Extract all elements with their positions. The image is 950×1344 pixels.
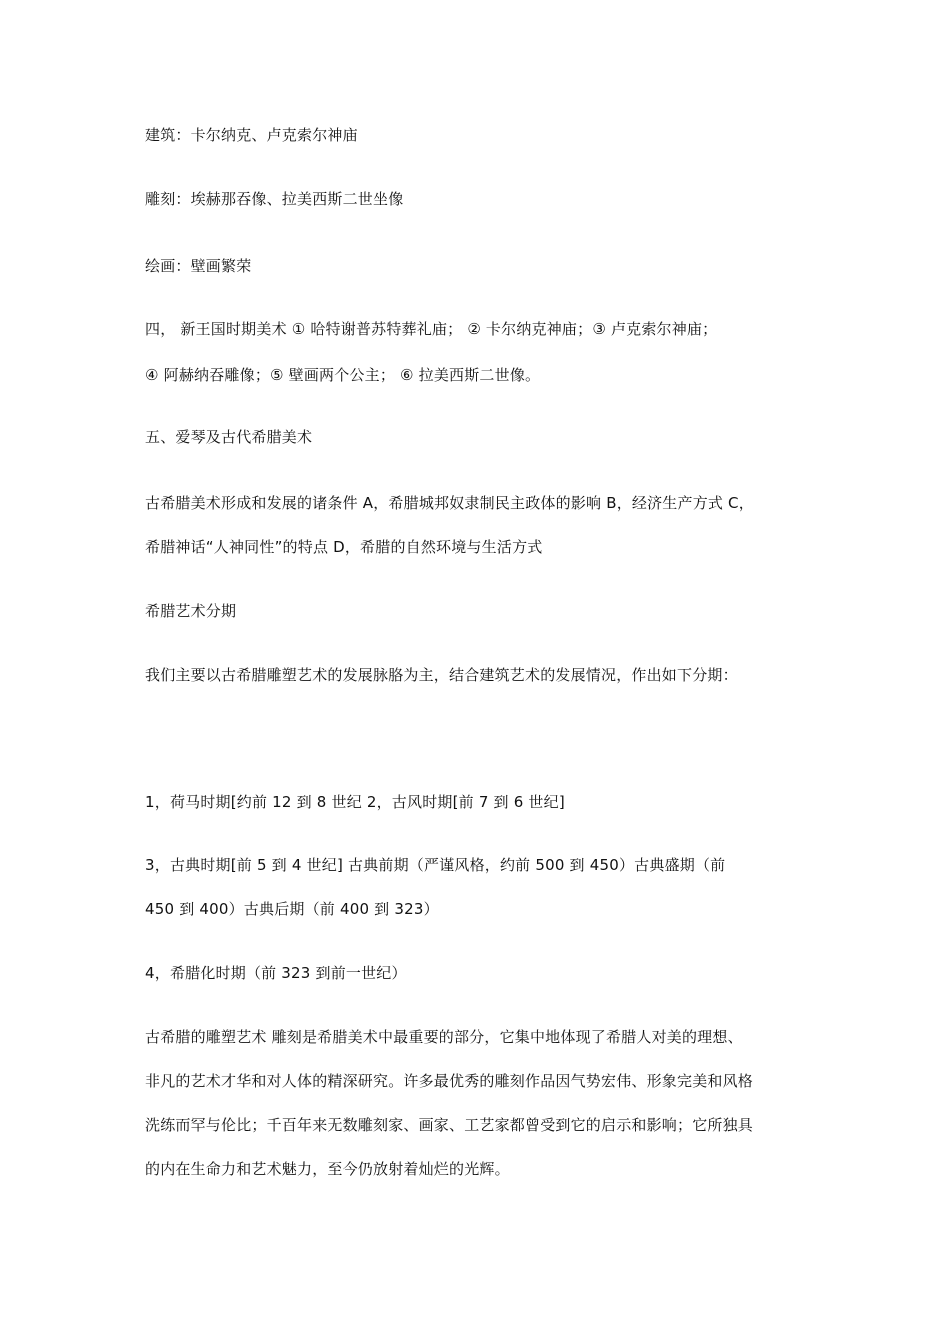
text-line-period-3-cont: 450 到 400）古典后期（前 400 到 323）: [145, 900, 439, 918]
text-line-periods-intro: 我们主要以古希腊雕塑艺术的发展脉胳为主，结合建筑艺术的发展情况，作出如下分期：: [145, 666, 738, 684]
text-line-new-kingdom: 四， 新王国时期美术 ① 哈特谢普苏特葬礼庙； ② 卡尔纳克神庙；③ 卢克索尔神庙；: [145, 320, 718, 338]
text-line-conditions: 古希腊美术形成和发展的诸条件 A，希腊城邦奴隶制民主政体的影响 B，经济生产方式 C，: [145, 494, 754, 512]
text-line-period-3: 3，古典时期[前 5 到 4 世纪] 古典前期（严谨风格，约前 500 到 450）古典盛期（前: [145, 856, 726, 874]
text-line-sculpture-art-2: 非凡的艺术才华和对人体的精深研究。许多最优秀的雕刻作品因气势宏伟、形象完美和风格: [145, 1072, 754, 1090]
text-line-sculpture: 雕刻：埃赫那吞像、拉美西斯二世坐像: [145, 190, 404, 208]
text-line-architecture: 建筑：卡尔纳克、卢克索尔神庙: [145, 126, 358, 144]
text-line-new-kingdom-cont: ④ 阿赫纳吞雕像；⑤ 壁画两个公主； ⑥ 拉美西斯二世像。: [145, 366, 541, 384]
text-line-period-4: 4，希腊化时期（前 323 到前一世纪）: [145, 964, 407, 982]
text-line-painting: 绘画：壁画繁荣: [145, 257, 252, 275]
text-line-sculpture-art-4: 的内在生命力和艺术魅力，至今仍放射着灿烂的光辉。: [145, 1160, 510, 1178]
text-line-sculpture-art-3: 洗练而罕与伦比；千百年来无数雕刻家、画家、工艺家都曾受到它的启示和影响；它所独具: [145, 1116, 754, 1134]
section-heading-periods: 希腊艺术分期: [145, 602, 237, 620]
section-heading-aegean-greek: 五、爱琴及古代希腊美术: [145, 428, 313, 446]
text-line-conditions-cont: 希腊神话“人神同性”的特点 D，希腊的自然环境与生活方式: [145, 538, 543, 556]
text-line-sculpture-art-1: 古希腊的雕塑艺术 雕刻是希腊美术中最重要的部分，它集中地体现了希腊人对美的理想、: [145, 1028, 743, 1046]
text-line-period-1-2: 1，荷马时期[约前 12 到 8 世纪 2，古风时期[前 7 到 6 世纪]: [145, 793, 565, 811]
